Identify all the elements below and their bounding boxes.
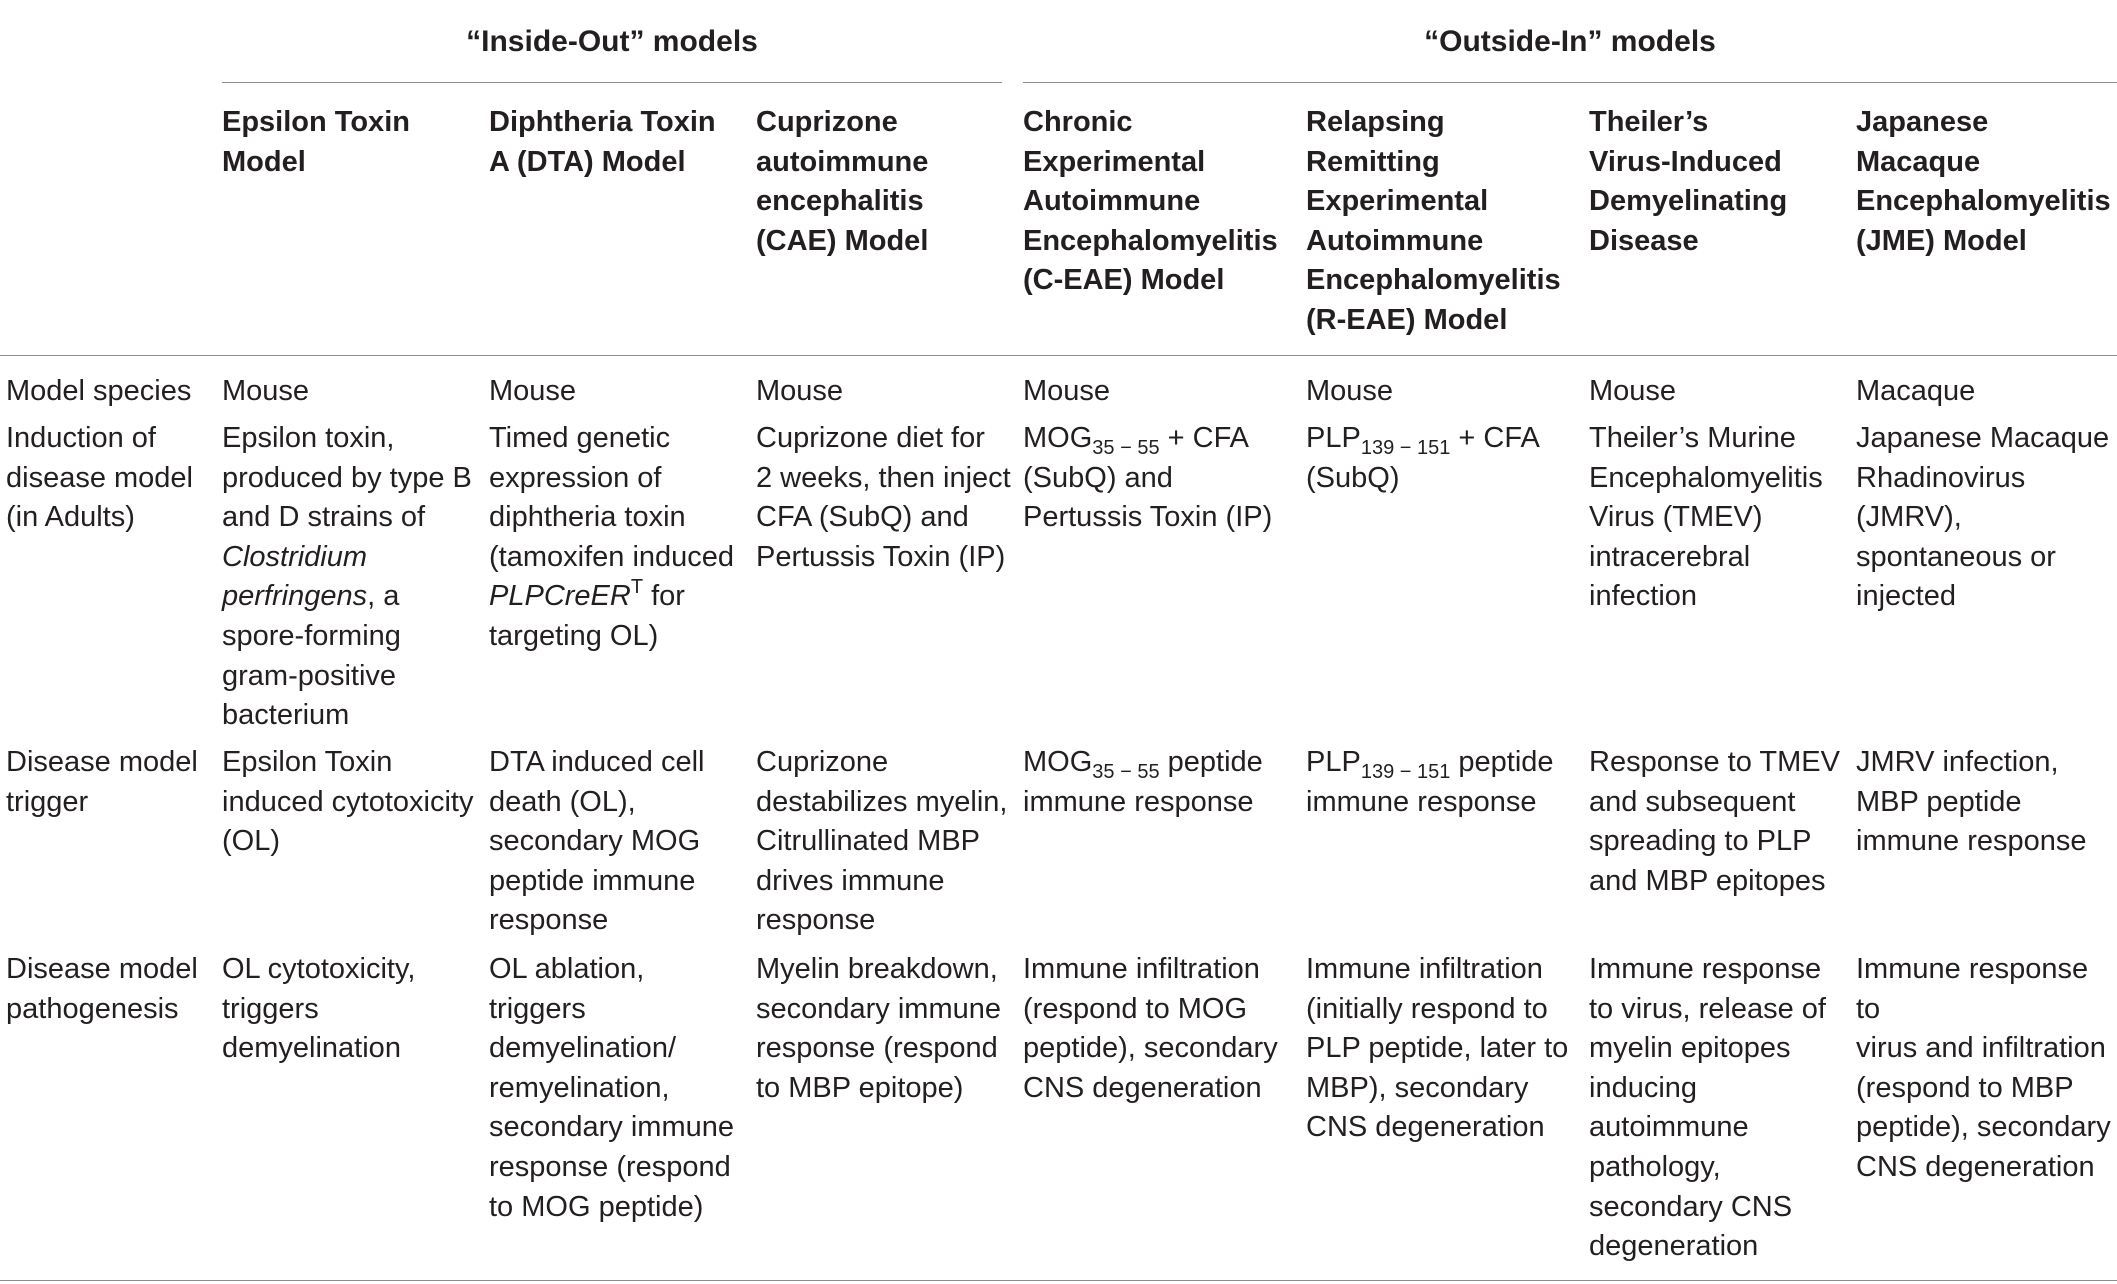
row-label-model-species: Model species [6, 375, 192, 407]
column-header-epsilon-toxin: Epsilon Toxin Model [222, 106, 410, 178]
cell-species-tmev: Mouse [1589, 375, 1677, 407]
cell-species-epsilon: Mouse [222, 375, 310, 407]
peptide-range: 35 − 55 [1092, 761, 1160, 783]
cell-induction-r-eae: $PLP_{139 - 151}$ + CFA (SubQ) [1306, 422, 1540, 494]
cell-pathogenesis-cae: Myelin breakdown, secondary immune response (respond to MBP epitope) [756, 953, 1001, 1104]
cell-induction-tmev: Theiler’s Murine Encephalomyelitis Virus (TMEV) intracerebral infection [1589, 422, 1823, 613]
cell-species-dta: Mouse [489, 375, 577, 407]
cell-pathogenesis-c-eae: Immune infiltration (respond to MOG peptide), secondary CNS degeneration [1023, 953, 1278, 1104]
column-header-c-eae: Chronic Experimental Autoimmune Encephalomyelitis (C-EAE) Model [1023, 106, 1278, 297]
column-header-tmev: Theiler’s Virus-Induced Demyelinating Disease [1589, 106, 1788, 257]
cell-induction-cae: Cuprizone diet for 2 weeks, then inject CFA (SubQ) and Pertussis Toxin (IP) [756, 422, 1011, 573]
outside-in-underline [1023, 82, 2117, 83]
peptide-range: 139 − 151 [1360, 437, 1451, 459]
gene-superscript: T [630, 576, 644, 599]
peptide-range: 35 − 55 [1092, 437, 1160, 459]
cell-species-jme: Macaque [1856, 375, 1976, 407]
cell-species-cae: Mouse [756, 375, 844, 407]
peptide-range: 139 − 151 [1360, 761, 1451, 783]
cell-pathogenesis-jme: Immune response to virus and infiltration (respond to MBP peptide), secondary CNS degeneration [1856, 953, 2111, 1183]
cell-induction-dta: Timed genetic expression of diphtheria toxin (tamoxifen induced PLPCreER$^T$ for targeting OL) [489, 422, 735, 652]
cell-induction-epsilon: Epsilon toxin, produced by type B and D strains of Clostridium perfringens, a spore-forming gram-positive bacterium [222, 422, 472, 732]
cell-trigger-dta: DTA induced cell death (OL), secondary MOG peptide immune response [489, 746, 705, 937]
row-label-trigger: Disease model trigger [6, 746, 198, 818]
cell-trigger-r-eae: $PLP_{139 - 151}$ peptide immune response [1306, 746, 1554, 818]
column-header-jme: Japanese Macaque Encephalomyelitis (JME) Model [1856, 106, 2111, 257]
cell-induction-jme: Japanese Macaque Rhadinovirus (JMRV), spontaneous or injected [1856, 422, 2110, 613]
cell-pathogenesis-epsilon: OL cytotoxicity, triggers demyelination [222, 953, 416, 1065]
species-name: perfringens [222, 580, 368, 613]
table-bottom-rule [0, 1280, 2117, 1281]
cell-trigger-c-eae: $MOG_{35 - 55}$ peptide immune response [1023, 746, 1263, 818]
cell-trigger-epsilon: Epsilon Toxin induced cytotoxicity (OL) [222, 746, 474, 858]
cell-trigger-jme: JMRV infection, MBP peptide immune response [1856, 746, 2087, 858]
cell-trigger-cae: Cuprizone destabilizes myelin, Citrullinated MBP drives immune response [756, 746, 1008, 937]
inside-out-underline [222, 82, 1002, 83]
cell-species-r-eae: Mouse [1306, 375, 1394, 407]
cell-species-c-eae: Mouse [1023, 375, 1111, 407]
cell-induction-c-eae: $MOG_{35 - 55}$ + CFA (SubQ) and Pertussis Toxin (IP) [1023, 422, 1273, 534]
column-header-r-eae: Relapsing Remitting Experimental Autoimmune Encephalomyelitis (R-EAE) Model [1306, 106, 1561, 336]
species-name: Clostridium [222, 540, 368, 573]
cell-pathogenesis-dta: OL ablation, triggers demyelination/ remyelination, secondary immune response (respond to MOG peptide) [489, 953, 734, 1223]
column-header-dta: Diphtheria Toxin A (DTA) Model [489, 106, 716, 178]
outside-in-group-title: “Outside-In” models [1424, 25, 1716, 58]
gene-name: PLPCreER [489, 580, 631, 613]
row-label-induction: Induction of disease model (in Adults) [6, 422, 193, 534]
row-label-pathogenesis: Disease model pathogenesis [6, 953, 198, 1025]
cell-trigger-tmev: Response to TMEV and subsequent spreading to PLP and MBP epitopes [1589, 746, 1840, 897]
cell-pathogenesis-r-eae: Immune infiltration (initially respond to PLP peptide, later to MBP), secondary CNS degeneration [1306, 953, 1569, 1144]
column-header-cae: Cuprizone autoimmune encephalitis (CAE) Model [756, 106, 929, 257]
inside-out-group-title: “Inside-Out” models [466, 25, 758, 58]
header-bottom-rule [0, 355, 2117, 356]
cell-pathogenesis-tmev: Immune response to virus, release of myelin epitopes inducing autoimmune pathology, secondary CNS degeneration [1589, 953, 1826, 1263]
